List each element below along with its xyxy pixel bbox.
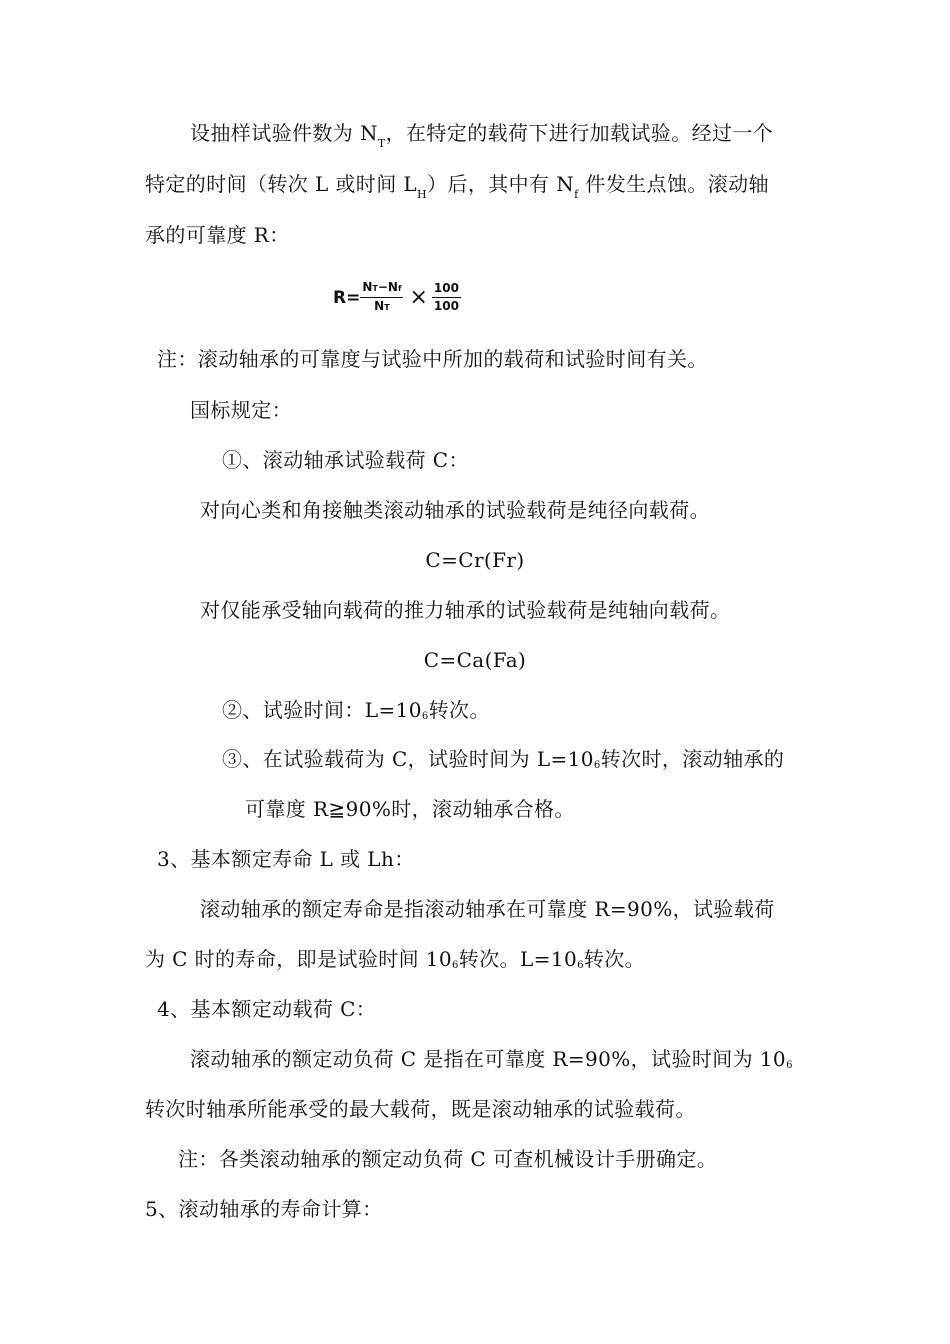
reliability-formula: R= $\frac{NT-Nf}{NT}$ × $\frac{100}{100}$ (333, 280, 459, 313)
fraction-nt-nf: $\frac{NT-Nf}{NT}$ (362, 280, 402, 313)
paragraph-line: 转次时轴承所能承受的最大载荷，既是滚动轴承的试验载荷。 (145, 1097, 696, 1121)
paragraph-line: 国标规定： (190, 398, 292, 422)
section-heading: 5、滚动轴承的寿命计算： (145, 1197, 383, 1221)
paragraph-line: 对向心类和角接触类滚动轴承的试验载荷是纯径向载荷。 (200, 498, 710, 522)
list-item: ②、试验时间：L=106转次。 (222, 698, 490, 722)
formula-line: C=Ca(Fa) (423, 648, 527, 672)
paragraph-line: 滚动轴承的额定寿命是指滚动轴承在可靠度 R=90%，试验载荷 (200, 897, 775, 921)
note-line: 注：各类滚动轴承的额定动负荷 C 可查机械设计手册确定。 (178, 1147, 718, 1171)
note-line: 注：滚动轴承的可靠度与试验中所加的载荷和试验时间有关。 (157, 347, 708, 371)
paragraph-line: 特定的时间（转次 L 或时间 $L_H$）后，其中有 $N_f$ 件发生点蚀。滚动轴 (145, 172, 769, 201)
list-item: ③、在试验载荷为 C，试验时间为 L=106转次时，滚动轴承的 (222, 747, 785, 771)
list-item: ①、滚动轴承试验载荷 C： (222, 448, 469, 472)
section-heading: 4、基本额定动载荷 C： (157, 997, 377, 1021)
formula-line: C=Cr(Fr) (425, 548, 525, 572)
paragraph-line: 为 C 时的寿命，即是试验时间 106转次。L=106转次。 (145, 947, 646, 971)
paragraph-line: 承的可靠度 R： (145, 223, 290, 247)
paragraph-line: 对仅能承受轴向载荷的推力轴承的试验载荷是纯轴向载荷。 (200, 598, 731, 622)
section-heading: 3、基本额定寿命 L 或 Lh： (157, 847, 415, 871)
multiply-sign: × (409, 285, 428, 310)
paragraph-line: 滚动轴承的额定动负荷 C 是指在可靠度 R=90%，试验时间为 106 (190, 1047, 793, 1071)
paragraph-line: 可靠度 R≧90%时，滚动轴承合格。 (245, 797, 575, 821)
fraction-100-100: $\frac{100}{100}$ (433, 281, 459, 313)
paragraph-line: 设抽样试验件数为 $N_T$，在特定的载荷下进行加载试验。经过一个 (190, 121, 774, 150)
